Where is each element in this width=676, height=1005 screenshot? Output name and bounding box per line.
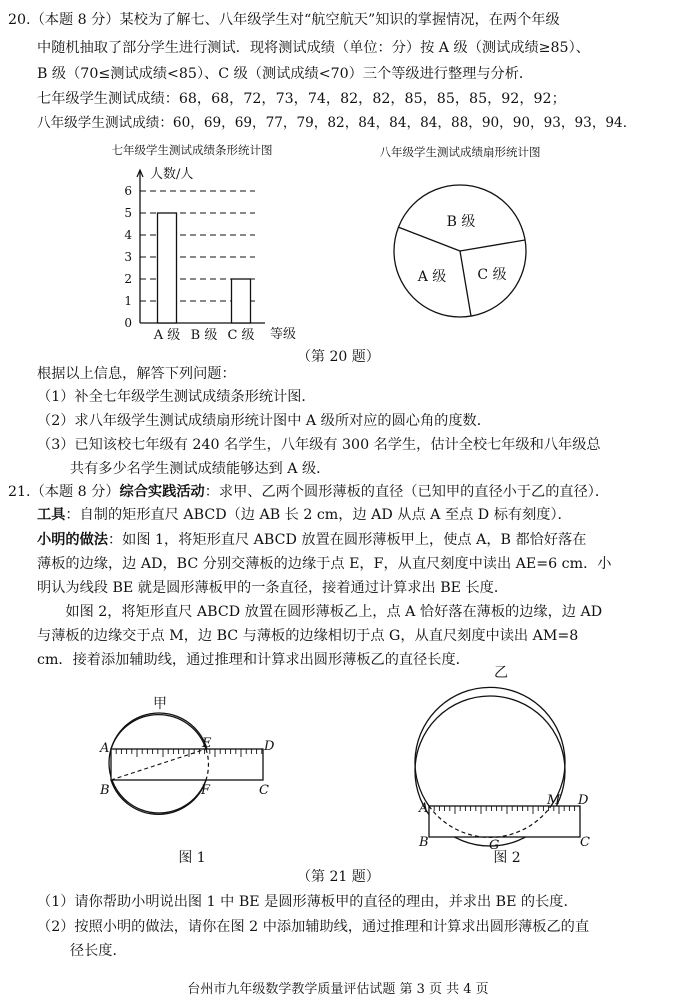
q20-question-3: （3）已知该校七年级有 240 名学生，八年级有 300 名学生，估计全校七年级和八年级总 — [37, 437, 601, 453]
fig2-ruler — [429, 806, 580, 837]
fig1-circle-label: 甲 — [153, 696, 167, 712]
q21-method-text-1: ：如图 1，将矩形直尺 ABCD 放置在圆形薄板甲上，使点 A，B 都恰好落在 — [107, 532, 587, 548]
q20-line-2: 中随机抽取了部分学生进行测试．现将测试成绩（单位：分）按 A 级（测试成绩≥85）、 — [37, 40, 590, 56]
q21-method-line-3: 明认为线段 BE 就是圆形薄板甲的一条直径，接着通过计算求出 BE 长度． — [37, 580, 509, 596]
pie-divider-2 — [460, 240, 525, 251]
fig1-point-d: D — [264, 739, 275, 754]
q21-tool-heading: 工具 — [37, 507, 66, 523]
pie-divider-3 — [460, 251, 471, 316]
q20-line-3: B 级（70≤测试成绩<85）、C 级（测试成绩<70）三个等级进行整理与分析． — [37, 66, 534, 82]
fig2-point-m: M — [547, 793, 561, 808]
fig1-point-f: F — [201, 783, 211, 798]
bar-y-tick-label: 5 — [124, 206, 132, 220]
q20-question-2: （2）求八年级学生测试成绩扇形统计图中 A 级所对应的圆心角的度数． — [37, 413, 491, 429]
bar-chart-ylabel: 人数/人 — [150, 167, 194, 182]
fig1-point-e: E — [202, 736, 212, 751]
fig2-circle-label: 乙 — [494, 665, 508, 681]
fig1-ruler — [111, 749, 263, 780]
fig2-point-d: D — [578, 793, 589, 808]
pie-chart — [380, 140, 560, 330]
bar-category-label: C 级 — [227, 328, 255, 343]
q21-tool-text: ：自制的矩形直尺 ABCD（边 AB 长 2 cm，边 AD 从点 A 至点 D 标有刻度）． — [65, 507, 572, 523]
bar-c — [232, 279, 251, 323]
fig1-point-c: C — [259, 783, 269, 798]
fig1-point-b: B — [100, 783, 110, 798]
q21-tool-line — [37, 505, 572, 525]
bar-y-tick-label: 4 — [124, 228, 132, 242]
fig1-caption: 图 1 — [178, 850, 206, 866]
fig1-arc-bottom — [111, 780, 206, 814]
bar-a — [158, 213, 177, 323]
fig1-arc-top — [111, 715, 206, 749]
q21-question-2-cont: 径长度． — [37, 943, 127, 959]
q21-method-line-5: 与薄板的边缘交于点 M，边 BC 与薄板的边缘相切于点 G，从直尺刻度中读出 AM=8 — [37, 628, 579, 644]
bar-y-tick-label: 1 — [124, 294, 132, 308]
figure-1 — [92, 690, 292, 870]
fig2-caption: 图 2 — [493, 850, 521, 866]
fig2-point-a: A — [419, 801, 429, 816]
fig2-point-c: C — [580, 835, 590, 850]
q21-number: 21.（本题 8 分） — [8, 484, 120, 500]
q21-method-heading: 小明的做法 — [37, 532, 108, 548]
q21-activity-heading: 综合实践活动 — [119, 484, 205, 500]
pie-divider-1 — [398, 227, 460, 251]
q20-question-3-cont: 共有多少名学生测试成绩能够达到 A 级． — [37, 461, 331, 477]
q21-line-1 — [8, 482, 609, 502]
q20-question-1: （1）补全七年级学生测试成绩条形统计图． — [37, 389, 316, 405]
fig1-point-a: A — [100, 741, 110, 756]
fig2-arc-top — [415, 687, 565, 806]
q21-method-line-6: cm．接着添加辅助线，通过推理和计算求出圆形薄板乙的直径长度． — [37, 652, 470, 668]
page-footer: 台州市九年级数学教学质量评估试题 第 3 页 共 4 页 — [187, 982, 489, 997]
q21-line-1-rest: ：求甲、乙两个圆形薄板的直径（已知甲的直径小于乙的直径）． — [204, 484, 610, 500]
q20-questions-intro: 根据以上信息，解答下列问题： — [37, 366, 236, 382]
fig2-point-b: B — [419, 835, 429, 850]
bar-y-tick-label: 0 — [124, 316, 132, 330]
q21-method-line-1 — [37, 530, 586, 550]
bar-chart-xlabel: 等级 — [270, 327, 297, 342]
q21-question-1: （1）请你帮助小明说出图 1 中 BE 是圆形薄板甲的直径的理由，并求出 BE 的长度． — [37, 894, 578, 910]
figure-2 — [410, 660, 610, 870]
q21-method-line-2: 薄板的边缘，边 AD，BC 分别交薄板的边缘于点 E，F，从直尺刻度中读出 AE=6 cm．小 — [37, 556, 612, 572]
pie-label-a: A 级 — [417, 269, 447, 285]
q21-question-2: （2）按照小明的做法，请你在图 2 中添加辅助线，通过推理和计算求出圆形薄板乙的直 — [37, 919, 590, 935]
bar-y-tick-label: 3 — [124, 250, 132, 264]
q20-line-5: 八年级学生测试成绩：60，69，69，77，79，82，84，84，84，88，90，90，93，93，94． — [37, 115, 637, 131]
q21-caption: （第 21 题） — [297, 869, 380, 885]
q20-line-1: 20.（本题 8 分）某校为了解七、八年级学生对“航空航天”知识的掌握情况，在两个年级 — [8, 12, 560, 28]
fig2-point-g: G — [489, 838, 500, 853]
q20-line-4: 七年级学生测试成绩：68，68，72，73，74，82，82，85，85，85，92，92； — [37, 91, 566, 107]
pie-label-b: B 级 — [446, 214, 476, 230]
bar-y-tick-label: 6 — [124, 184, 132, 198]
pie-chart-title: 八年级学生测试成绩扇形统计图 — [379, 145, 541, 159]
q21-method-line-4: 如图 2，将矩形直尺 ABCD 放置在圆形薄板乙上，点 A 恰好落在薄板的边缘，边 AD — [37, 604, 603, 620]
bar-y-tick-label: 2 — [124, 272, 132, 286]
pie-label-c: C 级 — [477, 267, 507, 283]
bar-category-label: B 级 — [190, 328, 218, 343]
bar-chart — [110, 140, 350, 350]
bar-category-label: A 级 — [153, 328, 181, 343]
q20-caption: （第 20 题） — [297, 349, 380, 365]
bar-chart-title: 七年级学生测试成绩条形统计图 — [111, 143, 273, 157]
